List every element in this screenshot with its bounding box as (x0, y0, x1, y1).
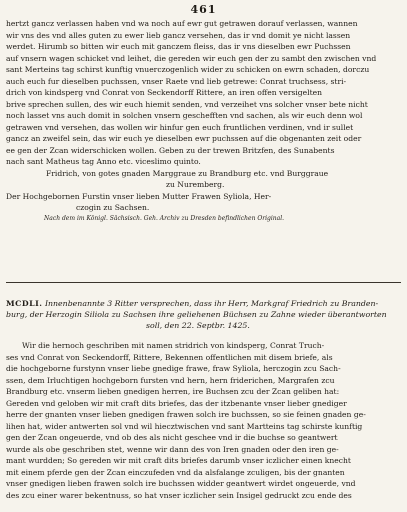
text-line: lihen hat, wider antwerten sol vnd wil hiecztwischen vnd sant Martteins tag schirste kunftig (6, 421, 363, 431)
text-line: vnser gnedigen lieben frawen solch ire buchssen widder geantwert wirdet ongeuerde, vnd (6, 479, 356, 488)
text-line: noch lasset vns auch domit in solchen vnsern geschefften vnd sachen, als wir euch denn wol (6, 111, 363, 120)
heading-line: burg, der Herzogin Siliola zu Sachsen ihre geliehenen Büchsen zu Zahne wieder überantworten (6, 310, 387, 319)
text-line: nach sant Matheus tag Anno etc. viceslimo quinto. (6, 157, 201, 166)
signature-line: Fridrich, von gotes gnaden Marggraue zu Brandburg etc. vnd Burggraue (46, 168, 329, 178)
text-line: gancz an zweifel sein, das wir euch ye dieselben ewr puchssen auf die obgenanten zeit oder (6, 134, 362, 143)
text-line: Wir die hernoch geschriben mit namen stridrich von kindsperg, Conrat Truch- (22, 341, 325, 350)
text-line: sant Merteins tag schirst kunftig vnuerczogenlich wider zu schicken on ewrn schaden, dorczu (6, 65, 370, 74)
signature-continuation: zu Nuremberg. (166, 180, 225, 189)
text-line: mit einem pferde gen der Zcan einczufeden vnd da alsfalange zculigen, bis der gnanten (6, 467, 345, 477)
section-divider (6, 282, 401, 283)
text-line: wir vns des vnd alles guten zu ewer lieb gancz versehen, das ir vnd domit ye nicht lassen (6, 30, 351, 40)
text-line: werdet. Hirumb so bitten wir euch mit ganczem fleiss, das ir vns dieselben ewr Puchssen (6, 42, 351, 51)
address-line: czogin zu Sachsen. (76, 203, 150, 212)
text-line: auf vnsern wagen schicket vnd leihet, die gereden wir euch gen der zu sambt den zwischen vnd (6, 53, 377, 63)
address-line: Der Hochgebornen Furstin vnser lieben Mutter Frawen Syliola, Her- (6, 191, 272, 201)
text-line: Brandburg etc. vnserm lieben gnedigen herren, ire Buchsen zcu der Zcan geliben hat: (6, 387, 340, 396)
text-line: wurde als obe geschriben stet, wenne wir dann des von Iren gnaden oder den iren ge- (6, 444, 339, 454)
charter-body (6, 340, 396, 501)
source-footnote: Nach dem im Königl. Sächsisch. Geh. Archiv zu Dresden befindlichen Original. (44, 214, 285, 222)
text-line: des zcu einer warer bekentnuss, so hat vnser iczlicher sein Insigel gedruckt zcu ende des (6, 490, 352, 500)
document-year: MCDLI. (6, 299, 43, 308)
text-line: drich von kindsperg vnd Conrat von Seckendorff Rittere, an iren offen versigelten (6, 88, 323, 97)
document-heading (6, 298, 399, 331)
text-line: ssen, dem Irluchtigen hochgeborn fursten vnd hern, hern friderichen, Margrafen zcu (6, 375, 335, 385)
text-line: getrawen vnd versehen, das wollen wir hinfur gen euch fruntlichen verdinen, vnd ir sullet (6, 122, 354, 132)
text-line: herre der gnanten vnser lieben gnedigen frawen solch ire buchssen, so sie feinen gnaden ge- (6, 410, 366, 419)
page-number: 461 (190, 3, 217, 16)
text-line: brive sprechen sullen, des wir euch hiemit senden, vnd verzeihet vns solcher vnser bete nicht (6, 99, 368, 109)
text-line: hertzt gancz verlassen haben vnd wa noch auf ewr gut getrawen dorauf verlassen, wannen (6, 19, 358, 28)
text-line: gen der Zcan ongeuerde, vnd ob des als nicht geschee vnd ir die buchse so geantwert (6, 433, 338, 442)
text-line: mant wurdden; So gereden wir mit craft dits briefes darumb vnser iczlicher einen knecht (6, 456, 351, 465)
text-line: die hochgeborne furstynn vnser liebe gnedige frawe, fraw Syliola, herczogin zcu Sach- (6, 364, 341, 373)
text-line: ee gen der Zcan widerschicken wollen. Geben zu der trewen Britzfen, des Sunabents (6, 145, 335, 155)
letter-body (6, 18, 396, 223)
text-line: auch euch fur dieselben puchssen, vnser Raete vnd lieb getrewe: Conrat truchsess, stri- (6, 76, 347, 86)
heading-line: soll, den 22. Septbr. 1425. (146, 321, 250, 330)
heading-line: Innenbenannte 3 Ritter versprechen, dass ihr Herr, Markgraf Friedrich zu Branden- (44, 299, 379, 308)
text-line: Gereden vnd geloben wir mit craft dits briefes, das der itzbenante vnser lieber gnediger (6, 398, 347, 408)
text-line: ses vnd Conrat von Seckendorff, Rittere, Bekennen offentlichen mit disem briefe, als (6, 352, 333, 362)
